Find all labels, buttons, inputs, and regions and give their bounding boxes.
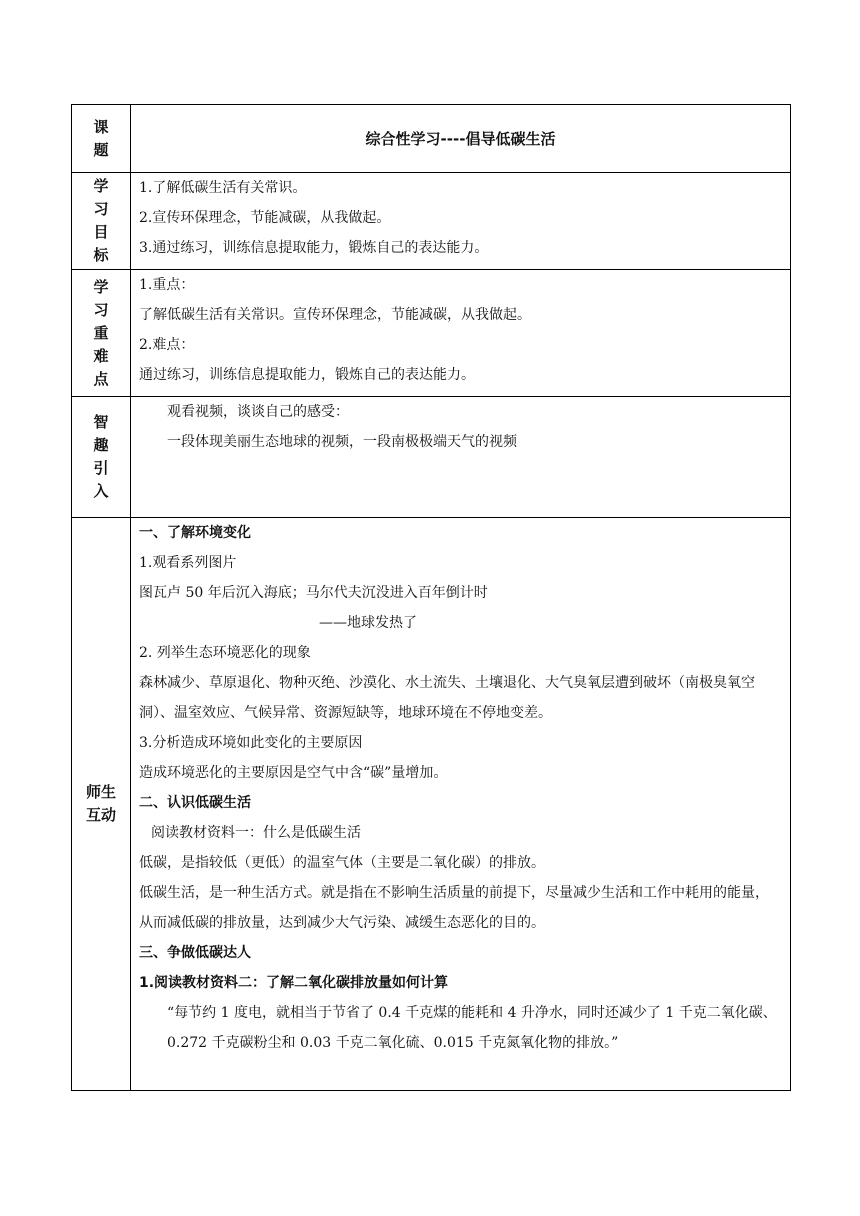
intro-line-1: 观看视频，谈谈自己的感受： — [167, 404, 349, 420]
title-row — [72, 105, 791, 173]
section-3-line-2: “每节约 1 度电，就相当于节省了 0.4 千克煤的能耗和 4 升净水，同时还减少了 1 千克二氧化碳、0.272 千克碳粉尘和 0.03 千克二氧化硫、0.015 千克氮氧化物的排放。” — [167, 1005, 777, 1051]
lesson-title: 综合性学习----倡导低碳生活 — [131, 105, 791, 173]
section-1-line-6: 3.分析造成环境如此变化的主要原因 — [139, 735, 363, 751]
section-1-line-3: ——地球发热了 — [319, 615, 417, 631]
keys-line-1: 1.重点： — [139, 277, 195, 293]
section-3-line-1: 1.阅读教材资料二：了解二氧化碳排放量如何计算 — [139, 975, 449, 991]
interact-label-text: 师生互动 — [86, 783, 117, 824]
intro-content — [131, 397, 791, 518]
keys-row — [72, 270, 791, 397]
section-2-line-3: 低碳生活，是一种生活方式。就是指在不影响生活质量的前提下，尽量减少生活和工作中耗用的能量，从而减低碳的排放量，达到减少大气污染、减缓生态恶化的目的。 — [139, 885, 769, 931]
goal-item-2: 2.宣传环保理念，节能减碳，从我做起。 — [139, 210, 391, 226]
section-2-line-2: 低碳，是指较低（更低）的温室气体（主要是二氧化碳）的排放。 — [139, 855, 545, 871]
goals-label-text: 学习目标 — [93, 177, 109, 264]
keys-line-4: 通过练习，训练信息提取能力，锻炼自己的表达能力。 — [139, 367, 475, 383]
section-1-line-4: 2. 列举生态环境恶化的现象 — [139, 645, 311, 661]
section-2-line-1: 阅读教材资料一：什么是低碳生活 — [151, 825, 361, 841]
intro-label — [72, 397, 131, 518]
title-label — [72, 105, 131, 173]
intro-row — [72, 397, 791, 518]
lesson-plan-table — [71, 104, 791, 1091]
section-2-heading: 二、认识低碳生活 — [139, 795, 251, 811]
goal-item-3: 3.通过练习，训练信息提取能力，锻炼自己的表达能力。 — [139, 240, 489, 256]
section-1-heading: 一、了解环境变化 — [139, 525, 251, 541]
title-label-text: 课题 — [93, 117, 109, 159]
section-3-heading: 三、争做低碳达人 — [139, 945, 251, 961]
goals-content — [131, 173, 791, 270]
goals-row — [72, 173, 791, 270]
keys-line-3: 2.难点： — [139, 337, 195, 353]
keys-label-text: 学习重难点 — [93, 277, 109, 388]
keys-line-2: 了解低碳生活有关常识。宣传环保理念，节能减碳，从我做起。 — [139, 307, 531, 323]
section-1-line-7: 造成环境恶化的主要原因是空气中含“碳”量增加。 — [139, 765, 448, 781]
interact-row — [72, 518, 791, 1091]
goals-label — [72, 173, 131, 270]
section-1-line-5: 森林减少、草原退化、物种灭绝、沙漠化、水土流失、土壤退化、大气臭氧层遭到破坏（南极臭氧空洞）、温室效应、气候异常、资源短缺等，地球环境在不停地变差。 — [139, 675, 755, 721]
intro-line-2: 一段体现美丽生态地球的视频，一段南极极端天气的视频 — [167, 434, 517, 450]
section-1-line-1: 1.观看系列图片 — [139, 555, 237, 571]
intro-label-text: 智趣引入 — [93, 413, 109, 500]
goal-item-1: 1.了解低碳生活有关常识。 — [139, 180, 307, 196]
keys-content — [131, 270, 791, 397]
section-1-line-2: 图瓦卢 50 年后沉入海底；马尔代夫沉没进入百年倒计时 — [139, 585, 488, 601]
interact-content — [131, 518, 791, 1091]
interact-label — [72, 518, 131, 1091]
keys-label — [72, 270, 131, 397]
